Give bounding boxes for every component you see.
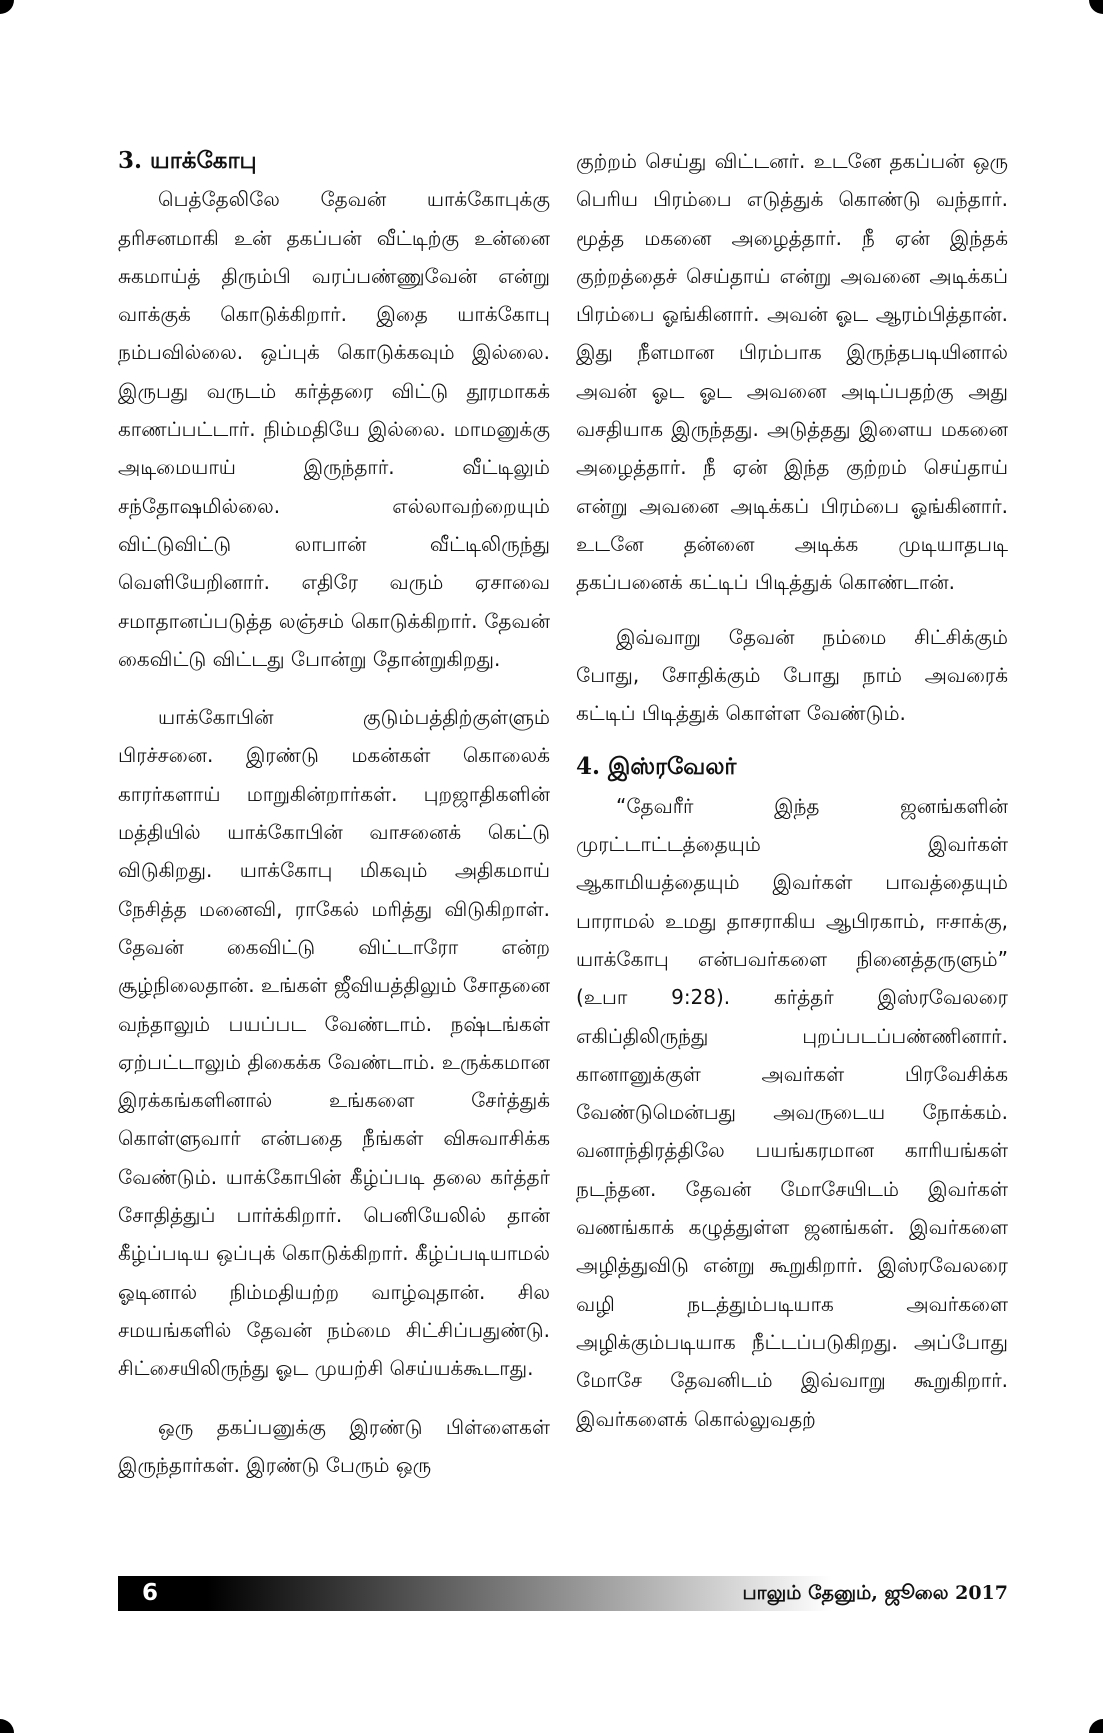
left-column — [118, 142, 550, 1484]
section-heading-israelites: 4. இஸ்ரவேலர் — [576, 753, 737, 781]
corner-mark-bottom-left — [0, 1719, 14, 1733]
corner-mark-top-left — [0, 0, 14, 14]
magazine-issue: பாலும் தேனும், ஜூலை 2017 — [742, 1582, 1008, 1604]
section-heading-jacob: 3. யாக்கோபு — [118, 147, 257, 174]
page-footer — [118, 1576, 1010, 1611]
paragraph: பெத்தேலிலே தேவன் யாக்கோபுக்கு தரிசனமாகி உன் தகப்பன் வீட்டிற்கு உன்னை சுகமாய்த் திரும்பி வரப்பண்ணுவேன் என்று வாக்குக் கொடுக்கிறார். இதை யாக்கோபு நம்பவில்லை. ஒப்புக் கொடுக்கவும் இல்லை. இருபது வருடம் கர்த்தரை விட்டு தூரமாகக் காணப்பட்டார். நிம்மதியே இல்லை. மாமனுக்கு அடிமையாய் இருந்தார். வீட்டிலும் சந்தோஷமில்லை. எல்லாவற்றையும் விட்டுவிட்டு லாபான் வீட்டிலிருந்து வெளியேறினார். எதிரே வரும் ஏசாவை சமாதானப்படுத்த லஞ்சம் கொடுக்கிறார். தேவன் கைவிட்டு விட்டது போன்று தோன்றுகிறது. — [118, 187, 550, 671]
paragraph: குற்றம் செய்து விட்டனர். உடனே தகப்பன் ஒரு பெரிய பிரம்பை எடுத்துக் கொண்டு வந்தார். மூத்த மகனை அழைத்தார். நீ ஏன் இந்தக் குற்றத்தைச் செய்தாய் என்று அவனை அடிக்கப் பிரம்பை ஓங்கினார். அவன் ஓட ஆரம்பித்தான். இது நீளமான பிரம்பாக இருந்தபடியினால் அவன் ஓட ஓட அவனை அடிப்பதற்கு அது வசதியாக இருந்தது. அடுத்தது இளைய மகனை அழைத்தார். நீ ஏன் இந்த குற்றம் செய்தாய் என்று அவனை அடிக்கப் பிரம்பை ஓங்கினார். உடனே தன்னை அடிக்க முடியாதபடி தகப்பனைக் கட்டிப் பிடித்துக் கொண்டான். — [576, 149, 1008, 595]
paragraph: யாக்கோபின் குடும்பத்திற்குள்ளும் பிரச்சனை. இரண்டு மகன்கள் கொலைக் காரர்களாய் மாறுகின்றார்கள். புறஜாதிகளின் மத்தியில் யாக்கோபின் வாசனைக் கெட்டு விடுகிறது. யாக்கோபு மிகவும் அதிகமாய் நேசித்த மனைவி, ராகேல் மரித்து விடுகிறாள். தேவன் கைவிட்டு விட்டாரோ என்ற சூழ்நிலைதான். உங்கள் ஜீவியத்திலும் சோதனை வந்தாலும் பயப்பட வேண்டாம். நஷ்டங்கள் ஏற்பட்டாலும் திகைக்க வேண்டாம். உருக்கமான இரக்கங்களினால் உங்களை சேர்த்துக் கொள்ளுவார் என்பதை நீங்கள் விசுவாசிக்க வேண்டும். யாக்கோபின் கீழ்ப்படி தலை கர்த்தர் சோதித்துப் பார்க்கிறார். பெனியேலில் தான் கீழ்ப்படிய ஒப்புக் கொடுக்கிறார். கீழ்ப்படியாமல் ஓடினால் நிம்மதியற்ற வாழ்வுதான். சில சமயங்களில் தேவன் நம்மை சிட்சிப்பதுண்டு. சிட்சையிலிருந்து ஓட முயற்சி செய்யக்கூடாது. — [118, 705, 550, 1381]
paragraph: ஒரு தகப்பனுக்கு இரண்டு பிள்ளைகள் இருந்தார்கள். இரண்டு பேரும் ஒரு — [118, 1414, 550, 1477]
paragraph: “தேவரீர் இந்த ஜனங்களின் முரட்டாட்டத்தையும் இவர்கள் ஆகாமியத்தையும் இவர்கள் பாவத்தையும் பாராமல் உமது தாசராகிய ஆபிரகாம், ஈசாக்கு, யாக்கோபு என்பவர்களை நினைத்தருளும்” (உபா 9:28). கர்த்தர் இஸ்ரவேலரை எகிப்திலிருந்து புறப்படப்பண்ணினார். கானானுக்குள் அவர்கள் பிரவேசிக்க வேண்டுமென்பது அவருடைய நோக்கம். வனாந்திரத்திலே பயங்கரமான காரியங்கள் நடந்தன. தேவன் மோசேயிடம் இவர்கள் வணங்காக் கழுத்துள்ள ஜனங்கள். இவர்களை அழித்துவிடு என்று கூறுகிறார். இஸ்ரவேலரை வழி நடத்தும்படியாக அவர்களை அழிக்கும்படியாக நீட்டப்படுகிறது. அப்போது மோசே தேவனிடம் இவ்வாறு கூறுகிறார். இவர்களைக் கொல்லுவதற் — [576, 793, 1008, 1431]
corner-mark-bottom-right — [1089, 1719, 1103, 1733]
right-column — [576, 142, 1008, 1438]
page-number: 6 — [142, 1580, 159, 1606]
paragraph: இவ்வாறு தேவன் நம்மை சிட்சிக்கும் போது, சோதிக்கும் போது நாம் அவரைக் கட்டிப் பிடித்துக் கொள்ள வேண்டும். — [576, 624, 1008, 726]
corner-mark-top-right — [1089, 0, 1103, 14]
article-body — [118, 142, 1008, 1568]
